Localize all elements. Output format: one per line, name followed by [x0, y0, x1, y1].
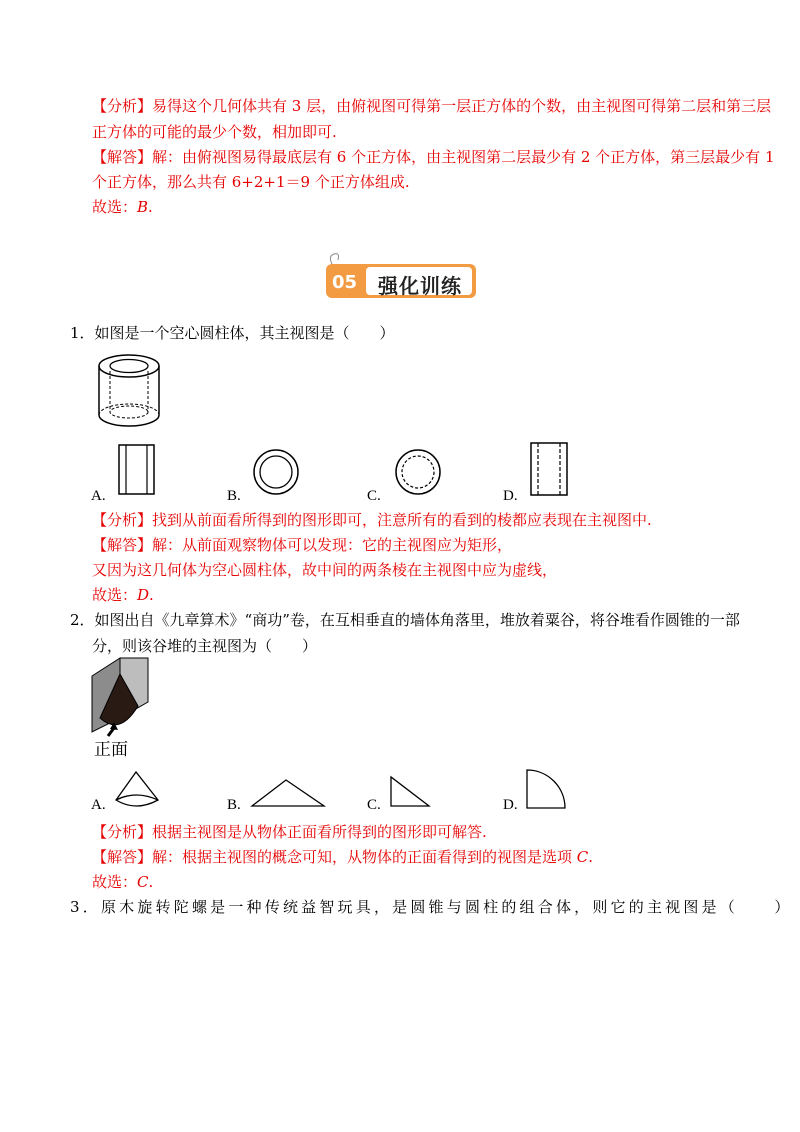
q3-question: 3．原木旋转陀螺是一种传统益智玩具，是圆锥与圆柱的组合体，则它的主视图是（ ） [70, 898, 793, 916]
analysis-tag: 【分析】 [92, 97, 153, 115]
q1-option-c-label[interactable]: C. [367, 488, 381, 504]
q1-option-a-label[interactable]: A. [91, 488, 106, 504]
q1-option-d-figure [530, 442, 572, 498]
q2-analysis-tag: 【分析】 [92, 823, 153, 841]
answer-tag: 【解答】 [92, 148, 153, 166]
analysis-line-2: 正方体的可能的最少个数，相加即可. [92, 123, 337, 141]
q2-option-b-label[interactable]: B. [227, 797, 241, 813]
q1-analysis-line [92, 510, 652, 530]
q2-option-b-figure [250, 778, 330, 808]
q2-answer-suffix: . [588, 848, 594, 866]
badge-title: 强化训练 [378, 274, 462, 298]
answer-text-1: 解：由俯视图易得最底层有 6 个正方体，由主视图第二层最少有 2 个正方体，第三层最少有 1 [152, 148, 775, 166]
q2-answer-line [92, 847, 593, 867]
q1-analysis-tag: 【分析】 [92, 511, 153, 529]
q1-option-d-label[interactable]: D. [503, 488, 518, 504]
q2-analysis-text: 根据主视图是从物体正面看所得到的图形即可解答. [152, 823, 487, 841]
q2-analysis-line [92, 822, 487, 842]
choose-line [92, 197, 153, 217]
q2-grain-pile-figure [90, 656, 170, 736]
q2-answer-text: 解：根据主视图的概念可知，从物体的正面看得到的视图是选项 [152, 848, 577, 866]
q1-option-b-label[interactable]: B. [227, 488, 241, 504]
choose-prefix: 故选： [92, 198, 138, 216]
q1-analysis-text: 找到从前面看所得到的图形即可，注意所有的看到的棱都应表现在主视图中. [152, 511, 652, 529]
badge-number: 05 [332, 272, 358, 293]
q2-answer-value: C [576, 848, 589, 866]
q1-option-c-figure [394, 448, 444, 498]
q2-option-d-label[interactable]: D. [503, 797, 518, 813]
answer-line-2: 个正方体，那么共有 6+2+1＝9 个正方体组成. [92, 173, 410, 191]
q2-front-label: 正面 [94, 740, 128, 760]
q1-choose-line [92, 585, 154, 605]
q1-answer-tag: 【解答】 [92, 536, 153, 554]
analysis-text-1: 易得这个几何体共有 3 层，由俯视图可得第一层正方体的个数，由主视图可得第二层和第三层 [152, 97, 772, 115]
q2-option-c-figure [389, 775, 433, 809]
q1-option-a-figure [118, 444, 158, 496]
q1-option-b-figure [252, 448, 302, 498]
q2-option-a-figure [114, 770, 164, 810]
section-badge [326, 262, 478, 306]
q2-choose-prefix: 故选： [92, 873, 138, 891]
q1-choose-prefix: 故选： [92, 586, 138, 604]
q2-choose-line [92, 872, 153, 892]
choose-value: B [137, 198, 149, 216]
q2-answer-tag: 【解答】 [92, 848, 153, 866]
q2-option-a-label[interactable]: A. [91, 797, 106, 813]
q2-option-c-label[interactable]: C. [367, 797, 381, 813]
choose-suffix: . [148, 198, 153, 216]
q1-question: 1．如图是一个空心圆柱体，其主视图是（ ） [70, 324, 395, 342]
q1-answer-line-1 [92, 535, 512, 555]
q2-question-line-2: 分，则该谷堆的主视图为（ ） [92, 637, 318, 655]
q1-answer-text-1: 解：从前面观察物体可以发现：它的主视图应为矩形， [152, 536, 513, 554]
q2-choose-suffix: . [148, 873, 154, 891]
q2-choose-value: C [137, 873, 149, 891]
q1-hollow-cylinder-figure [96, 352, 186, 432]
q2-question-line-1: 2．如图出自《九章算术》“商功”卷，在互相垂直的墙体角落里，堆放着粟谷，将谷堆看作圆锥的一部 [70, 611, 740, 629]
analysis-line-1 [92, 96, 771, 116]
answer-line-1 [92, 147, 775, 167]
q1-choose-value: D [137, 586, 150, 604]
q1-choose-suffix: . [149, 586, 154, 604]
q2-option-d-figure [525, 768, 569, 812]
q1-answer-line-2: 又因为这几何体为空心圆柱体，故中间的两条棱在主视图中应为虚线， [92, 561, 558, 579]
